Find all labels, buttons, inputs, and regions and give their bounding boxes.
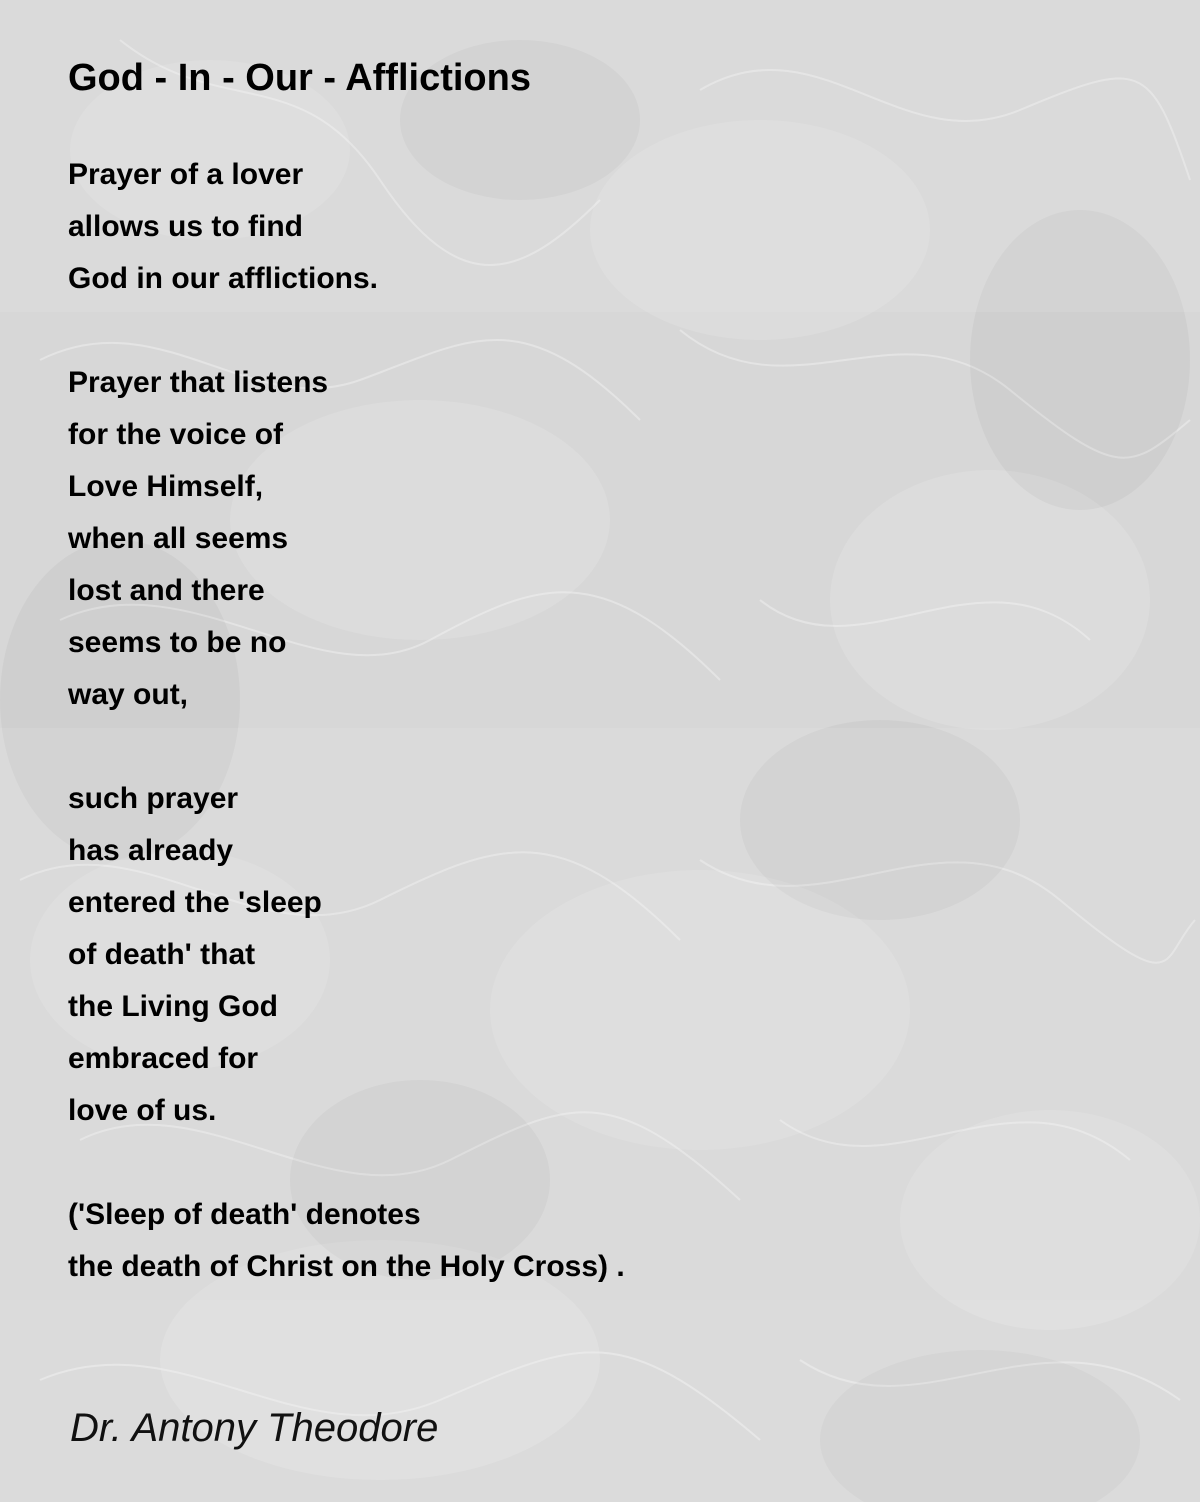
poem-line: for the voice of	[68, 418, 284, 451]
poem-line: has already	[68, 834, 234, 867]
poem-line: Prayer that listens	[68, 366, 329, 399]
poem-line: the death of Christ on the Holy Cross) .	[68, 1250, 625, 1283]
stanza-break	[68, 721, 625, 773]
poem-line: ('Sleep of death' denotes	[68, 1198, 421, 1231]
poem-line: seems to be no	[68, 626, 287, 659]
poem-body	[68, 149, 625, 1293]
stanza-break	[68, 305, 625, 357]
poem-line: when all seems	[68, 522, 289, 555]
stanza-break	[68, 1137, 625, 1189]
poem-line: lost and there	[68, 574, 265, 607]
poem-line: Prayer of a lover	[68, 158, 304, 191]
poem-line: of death' that	[68, 938, 256, 971]
poem-line: allows us to find	[68, 210, 304, 243]
poem-line: God in our afflictions.	[68, 262, 378, 295]
poem-author: Dr. Antony Theodore	[70, 1406, 439, 1450]
poem-title: God - In - Our - Afflictions	[68, 57, 531, 99]
poem-line: Love Himself,	[68, 470, 264, 503]
poem-line: way out,	[68, 678, 189, 711]
poem-line: the Living God	[68, 990, 278, 1023]
poem-line: embraced for	[68, 1042, 259, 1075]
poem-line: love of us.	[68, 1094, 217, 1127]
poem-line: entered the 'sleep	[68, 886, 322, 919]
poem-line: such prayer	[68, 782, 239, 815]
